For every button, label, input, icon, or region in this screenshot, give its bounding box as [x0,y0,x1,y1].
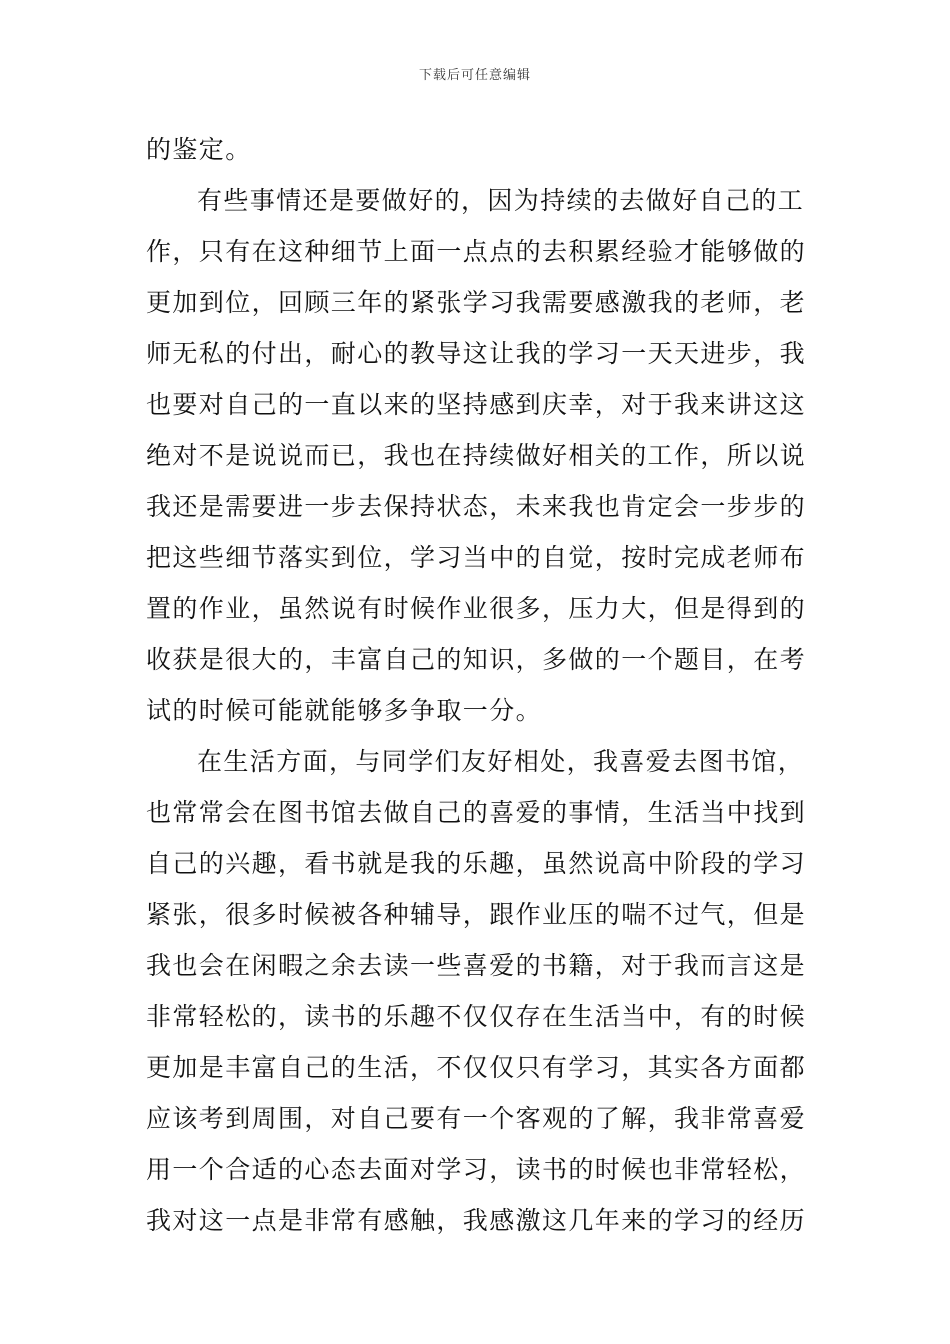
text-line: 非常轻松的，读书的乐趣不仅仅存在生活当中，有的时候 [146,1002,807,1031]
text-line: 自己的兴趣，看书就是我的乐趣，虽然说高中阶段的学习 [146,849,807,878]
text-line: 紧张，很多时候被各种辅导，跟作业压的喘不过气，但是 [146,900,807,929]
text-line: 更加是丰富自己的生活，不仅仅只有学习，其实各方面都 [146,1053,807,1082]
text-line: 也常常会在图书馆去做自己的喜爱的事情，生活当中找到 [146,798,807,827]
document-body [146,124,810,1246]
text-line: 应该考到周围，对自己要有一个客观的了解，我非常喜爱 [146,1104,807,1133]
text-line: 也要对自己的一直以来的坚持感到庆幸，对于我来讲这这 [146,390,807,419]
text-line: 更加到位，回顾三年的紧张学习我需要感激我的老师，老 [146,288,807,317]
text-line: 用一个合适的心态去面对学习，读书的时候也非常轻松， [146,1155,807,1184]
text-line: 收获是很大的，丰富自己的知识，多做的一个题目，在考 [146,645,807,674]
text-line: 我对这一点是非常有感触，我感激这几年来的学习的经历 [146,1206,807,1235]
text-line: 师无私的付出，耐心的教导这让我的学习一天天进步，我 [146,339,807,368]
text-line: 绝对不是说说而已，我也在持续做好相关的工作，所以说 [146,441,807,470]
text-line: 把这些细节落实到位，学习当中的自觉，按时完成老师布 [146,543,807,572]
text-line: 我也会在闲暇之余去读一些喜爱的书籍，对于我而言这是 [146,951,807,980]
text-line: 试的时候可能就能够多争取一分。 [146,696,543,725]
paragraph-start-line: 有些事情还是要做好的，因为持续的去做好自己的工 [197,186,805,215]
text-line: 置的作业，虽然说有时候作业很多，压力大，但是得到的 [146,594,807,623]
text-line: 我还是需要进一步去保持状态，未来我也肯定会一步步的 [146,492,807,521]
text-line: 作，只有在这种细节上面一点点的去积累经验才能够做的 [146,237,807,266]
paragraph-start-line: 在生活方面，与同学们友好相处，我喜爱去图书馆， [197,747,805,776]
text-line: 的鉴定。 [146,135,252,164]
page-header: 下载后可任意编辑 [418,68,531,83]
